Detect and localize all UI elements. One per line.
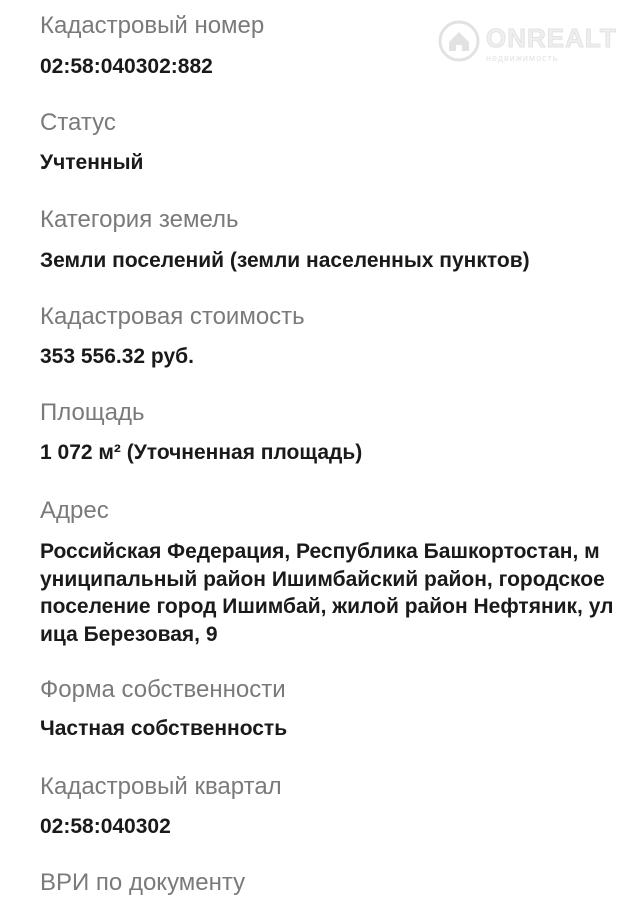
field-value: 1 072 м² (Уточненная площадь) bbox=[40, 441, 363, 464]
field-label: ВРИ по документу bbox=[40, 869, 246, 896]
field-value[interactable]: 02:58:040302:882 bbox=[40, 55, 213, 78]
field-value: 353 556.32 руб. bbox=[40, 345, 194, 368]
field-value: Частная собственность bbox=[40, 717, 288, 740]
field-value[interactable]: 02:58:040302 bbox=[40, 815, 171, 838]
field-label: Статус bbox=[40, 109, 116, 136]
address-line: поселение город Ишимбай, жилой район Нефтяник, ул bbox=[40, 595, 614, 618]
field-label: Форма собственности bbox=[40, 676, 286, 703]
field-label: Категория земель bbox=[40, 206, 239, 233]
house-logo-icon bbox=[438, 20, 480, 62]
watermark-subtitle: недвижимость bbox=[486, 53, 559, 63]
field-label: Кадастровый номер bbox=[40, 12, 265, 39]
address-line: Российская Федерация, Республика Башкортостан, м bbox=[40, 540, 600, 563]
address-line: униципальный район Ишимбайский район, городское bbox=[40, 567, 605, 591]
watermark-brand: ONREALT bbox=[486, 23, 617, 53]
field-value: Земли поселений (земли населенных пунктов) bbox=[40, 249, 530, 272]
field-label: Адрес bbox=[40, 497, 109, 524]
field-label: Кадастровый квартал bbox=[40, 773, 282, 800]
field-value: Учтенный bbox=[40, 151, 144, 174]
field-value[interactable] bbox=[40, 538, 613, 648]
address-line: ица Березовая, 9 bbox=[40, 622, 218, 646]
field-label: Кадастровая стоимость bbox=[40, 303, 305, 330]
onrealt-watermark bbox=[438, 18, 628, 68]
field-label: Площадь bbox=[40, 399, 145, 426]
